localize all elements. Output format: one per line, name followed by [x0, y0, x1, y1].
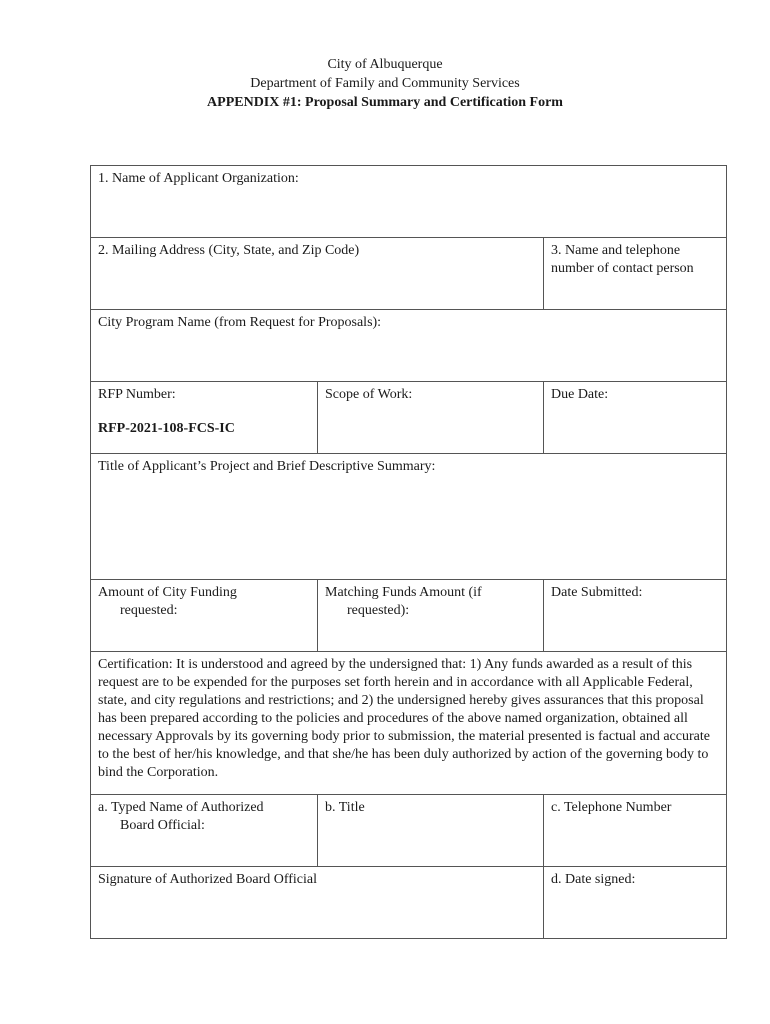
date-signed-field[interactable] [544, 867, 727, 939]
department-name: Department of Family and Community Services [250, 76, 520, 91]
city-funding-label: Amount of City Funding [98, 585, 237, 600]
rfp-number-label: RFP Number: [98, 387, 176, 402]
document-header [0, 55, 770, 112]
due-date-label: Due Date: [551, 387, 609, 402]
rfp-number-value: RFP-2021-108-FCS-IC [98, 421, 235, 436]
project-summary-label: Title of Applicant’s Project and Brief Descriptive Summary: [98, 459, 436, 474]
program-name-field[interactable] [91, 310, 727, 382]
typed-name-label-cont: Board Official: [120, 818, 205, 833]
certification-statement [91, 652, 727, 795]
form-title: APPENDIX #1: Proposal Summary and Certification Form [207, 95, 563, 110]
telephone-label: c. Telephone Number [551, 800, 672, 815]
telephone-field[interactable] [544, 795, 727, 867]
scope-of-work-label: Scope of Work: [325, 387, 413, 402]
title-field[interactable] [318, 795, 544, 867]
org-name-label: 1. Name of Applicant Organization: [98, 171, 299, 186]
typed-name-label: a. Typed Name of Authorized [98, 800, 264, 815]
due-date-field[interactable] [544, 382, 727, 454]
mailing-address-field[interactable] [91, 238, 544, 310]
project-summary-field[interactable] [91, 454, 727, 580]
rfp-number-field[interactable] [91, 382, 318, 454]
date-submitted-label: Date Submitted: [551, 585, 643, 600]
matching-funds-label-cont: requested): [347, 603, 410, 618]
typed-name-field[interactable] [91, 795, 318, 867]
date-signed-label: d. Date signed: [551, 872, 636, 887]
title-label: b. Title [325, 800, 365, 815]
matching-funds-field[interactable] [318, 580, 544, 652]
scope-of-work-field[interactable] [318, 382, 544, 454]
org-name-field[interactable] [91, 166, 727, 238]
date-submitted-field[interactable] [544, 580, 727, 652]
certification-text: Certification: It is understood and agreed by the undersigned that: 1) Any funds awarded as a result of this request are to be expended for the purposes set forth herein and in accordance with all Applicable Federal, state, and city regulations and restrictions; and 2) the undersigned hereby gives assurances that this proposal has been prepared according to the policies and procedures of the above named organization, obtained all necessary Approvals by its governing body prior to submission, the material presented is factual and accurate to the best of her/his knowledge, and that she/he has been duly authorized by action of the governing body to bind the Corporation. [98, 657, 710, 780]
proposal-form-table [90, 165, 727, 939]
signature-field[interactable] [91, 867, 544, 939]
mailing-address-label: 2. Mailing Address (City, State, and Zip Code) [98, 243, 360, 258]
city-funding-field[interactable] [91, 580, 318, 652]
matching-funds-label: Matching Funds Amount (if [325, 585, 482, 600]
signature-label: Signature of Authorized Board Official [98, 872, 318, 887]
city-name: City of Albuquerque [327, 57, 443, 72]
contact-person-field[interactable] [544, 238, 727, 310]
city-funding-label-cont: requested: [120, 603, 178, 618]
contact-person-label: 3. Name and telephone number of contact person [551, 243, 694, 276]
program-name-label: City Program Name (from Request for Proposals): [98, 315, 382, 330]
